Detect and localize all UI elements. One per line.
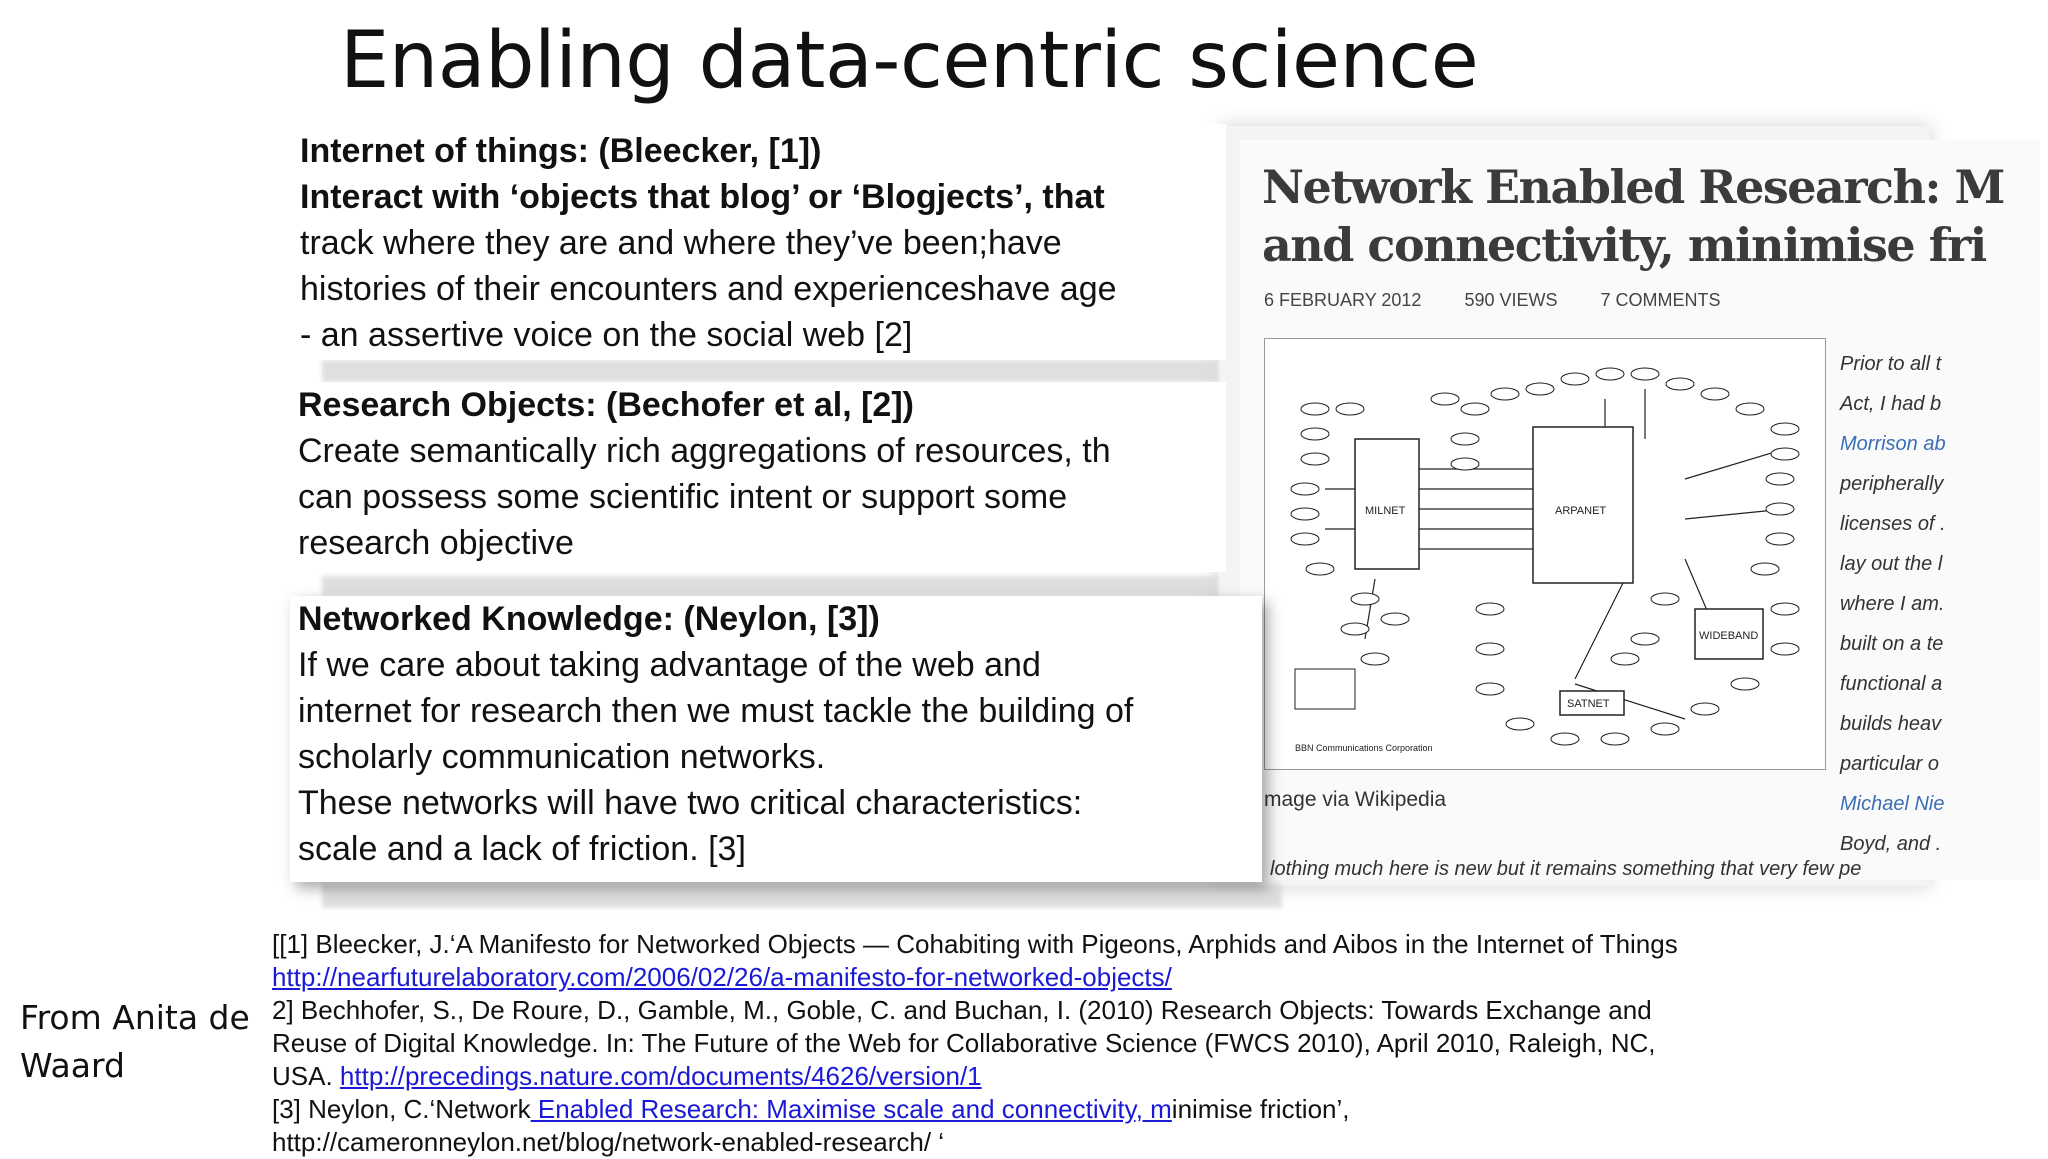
slide-title: Enabling data-centric science <box>340 16 1479 106</box>
ref-3-prefix: [3] Neylon, C.‘Network <box>272 1094 531 1124</box>
card2-line: can possess some scientific intent or support some <box>298 478 1068 516</box>
ref-3-suffix: inimise friction’, <box>1171 1094 1350 1124</box>
card3-line: internet for research then we must tackle the building of <box>298 692 1134 730</box>
card3-line: If we care about taking advantage of the web and <box>298 646 1041 684</box>
side-link-michael[interactable]: Michael Nie <box>1840 793 1945 815</box>
article-date: 6 FEBRUARY 2012 <box>1264 290 1422 310</box>
attribution <box>20 994 250 1090</box>
side-line: built on a te <box>1840 633 1944 655</box>
side-line: functional a <box>1840 673 1943 695</box>
card1-line: histories of their encounters and experienceshave age <box>300 270 1117 308</box>
article-footline: lothing much here is new but it remains something that very few pe <box>1270 858 1862 880</box>
card-internet-of-things <box>292 124 1226 360</box>
article-comments: 7 COMMENTS <box>1600 290 1721 310</box>
card2-heading: Research Objects: (Bechofer et al, [2]) <box>298 386 914 424</box>
network-diagram-svg <box>1265 339 1825 769</box>
diagram-label-wideband: WIDEBAND <box>1699 630 1759 642</box>
references <box>272 928 1678 1159</box>
card3-line: scale and a lack of friction. [3] <box>298 830 746 868</box>
card1-line: Interact with ‘objects that blog’ or ‘Blogjects’, that <box>300 178 1105 216</box>
card3-line: These networks will have two critical characteristics: <box>298 784 1083 822</box>
article-meta <box>1264 290 1759 311</box>
side-line: lay out the l <box>1840 553 1943 575</box>
card1-heading: Internet of things: (Bleecker, [1]) <box>300 132 822 170</box>
card3-line: scholarly communication networks. <box>298 738 826 776</box>
ref-2-line: 2] Bechhofer, S., De Roure, D., Gamble, M., Goble, C. and Buchan, I. (2010) Research Objects: Towards Exchange and <box>272 995 1652 1025</box>
diagram-label-satnet: SATNET <box>1567 698 1610 710</box>
side-line: licenses of . <box>1840 513 1946 535</box>
article-page <box>1240 140 2040 880</box>
ref-2-prefix: USA. <box>272 1061 340 1091</box>
card2-line: Create semantically rich aggregations of resources, th <box>298 432 1111 470</box>
attribution-line: Waard <box>20 1046 125 1085</box>
card1-line: track where they are and where they’ve been;have <box>300 224 1062 262</box>
article-title-line-2: and connectivity, minimise fri <box>1262 218 1986 272</box>
ref-2-line: Reuse of Digital Knowledge. In: The Future of the Web for Collaborative Science (FWCS 2010), April 2010, Raleigh, NC, <box>272 1028 1656 1058</box>
diagram-label-arpanet: ARPANET <box>1555 505 1607 517</box>
article-screenshot <box>1218 126 2004 886</box>
side-line: where I am. <box>1840 593 1945 615</box>
card3-heading: Networked Knowledge: (Neylon, [3]) <box>298 600 880 638</box>
blurred-background-strip <box>322 360 1218 382</box>
ref-3-link[interactable]: Enabled Research: Maximise scale and connectivity, m <box>530 1094 1172 1124</box>
card1-line: - an assertive voice on the social web [2] <box>300 316 913 354</box>
side-line: builds heav <box>1840 713 1942 735</box>
ref-1-text: [[1] Bleecker, J.‘A Manifesto for Networked Objects — Cohabiting with Pigeons, Arphids and Aibos in the Internet of Things <box>272 929 1678 959</box>
card-networked-knowledge <box>290 596 1262 882</box>
card-research-objects <box>290 382 1226 572</box>
side-link-morrison[interactable]: Morrison ab <box>1840 433 1946 455</box>
side-line: Act, I had b <box>1840 393 1942 415</box>
side-line: Prior to all t <box>1840 353 1942 375</box>
attribution-line: From Anita de <box>20 998 250 1037</box>
diagram-label-milnet: MILNET <box>1365 505 1406 517</box>
article-views: 590 VIEWS <box>1464 290 1558 310</box>
blurred-background-strip <box>322 576 1218 596</box>
ref-1-link[interactable]: http://nearfuturelaboratory.com/2006/02/26/a-manifesto-for-networked-objects/ <box>272 962 1172 992</box>
ref-2-link[interactable]: http://precedings.nature.com/documents/4626/version/1 <box>339 1061 982 1091</box>
side-line: particular o <box>1840 753 1939 775</box>
article-title-line-1: Network Enabled Research: M <box>1262 160 2004 214</box>
card2-line: research objective <box>298 524 574 562</box>
diagram-label-bbn: BBN Communications Corporation <box>1295 743 1433 753</box>
blurred-background-strip <box>322 884 1282 908</box>
side-line: peripherally <box>1840 473 1944 495</box>
image-caption: mage via Wikipedia <box>1264 788 1447 811</box>
article-title <box>1262 158 2004 274</box>
side-line: Boyd, and . <box>1840 833 1942 855</box>
network-diagram-image <box>1264 338 1826 770</box>
article-side-text <box>1840 344 2040 864</box>
ref-3-url: http://cameronneylon.net/blog/network-enabled-research/ ‘ <box>272 1127 945 1157</box>
